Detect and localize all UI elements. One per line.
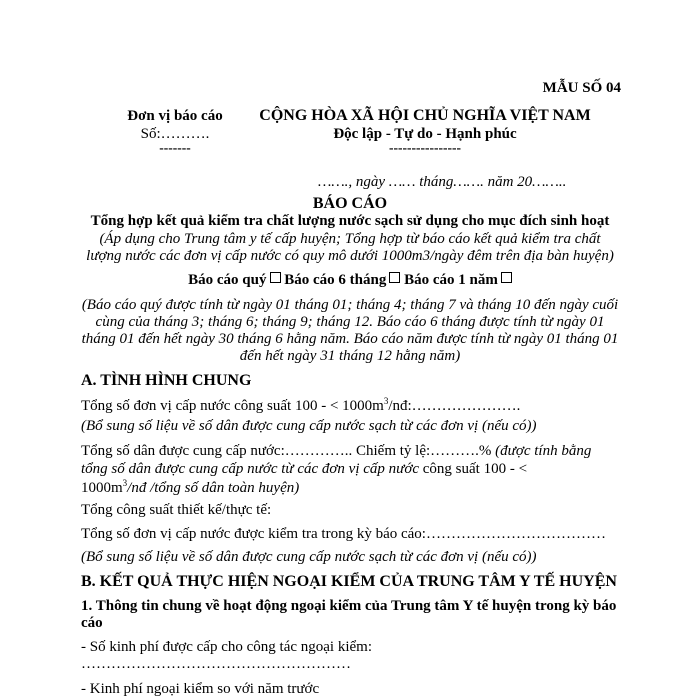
scope-note-line1: (Áp dụng cho Trung tâm y tế cấp huyện; Tổng hợp từ báo cáo kết quả kiểm tra chất <box>99 231 601 247</box>
report-period-options <box>0 272 700 289</box>
period-note-line3: tháng 01 đến hết ngày 30 tháng 6 hằng năm. Báo cáo năm được tính từ ngày 01 tháng 01 <box>81 331 619 347</box>
water-supply-units-count: Tổng số đơn vị cấp nước công suất 100 - < $1000m^3/nđ:\dots\dots\dots\dots\dots\dots\dots$. <box>81 396 521 414</box>
date-line: ……., ngày …… tháng……. năm 20…….. <box>318 174 567 190</box>
funding-allocated: - Số kinh phí được cấp cho công tác ngoại kiểm: <box>81 639 372 655</box>
period-note-line2: cùng của tháng 3; tháng 6; tháng 9; tháng 12. Báo cáo 6 tháng được tính từ ngày 01 <box>95 314 605 330</box>
population-served-line3: $1000m^3/nđ$ /tổng số dân toàn huyện) <box>81 478 300 496</box>
section-b-sub1-line2: cáo <box>81 615 103 631</box>
units-inspected: Tổng số đơn vị cấp nước được kiểm tra trong kỳ báo cáo:……………………………… <box>81 526 606 542</box>
period-year-checkbox[interactable] <box>501 272 512 283</box>
form-code: MẪU SỐ 04 <box>542 80 621 96</box>
period-note-line1: (Báo cáo quý được tính từ ngày 01 tháng 01; tháng 4; tháng 7 và tháng 10 đến ngày cuối <box>81 297 619 313</box>
national-motto: Độc lập - Tự do - Hạnh phúc <box>333 126 517 142</box>
supplement-note-1: (Bổ sung số liệu về số dân được cung cấp nước sạch từ các đơn vị (nếu có)) <box>81 418 537 434</box>
total-capacity: Tổng công suất thiết kế/thực tế: <box>81 502 272 518</box>
section-a-heading: A. TÌNH HÌNH CHUNG <box>81 372 252 389</box>
reporting-unit-block <box>100 108 250 153</box>
section-b-heading: B. KẾT QUẢ THỰC HIỆN NGOẠI KIỂM CỦA TRUNG TÂM Y TẾ HUYỆN <box>81 573 617 590</box>
section-b-sub1-line1: 1. Thông tin chung về hoạt động ngoại kiểm của Trung tâm Y tế huyện trong kỳ báo <box>81 598 617 614</box>
right-header-rule: ---------------- <box>389 140 461 155</box>
national-header-block <box>255 107 595 153</box>
supplement-note-2: (Bổ sung số liệu về số dân được cung cấp nước sạch từ các đơn vị (nếu có)) <box>81 549 537 565</box>
population-served-line1: Tổng số dân được cung cấp nước:………….. Chiếm tỷ lệ:……….% (được tính bằng <box>81 443 592 459</box>
period-six-month-checkbox[interactable] <box>389 272 400 283</box>
period-year-label: Báo cáo 1 năm <box>404 272 498 288</box>
document-number: Số:………. <box>140 126 210 142</box>
nation-name: CỘNG HÒA XÃ HỘI CHỦ NGHĨA VIỆT NAM <box>259 107 591 124</box>
population-served-line2: tổng số dân được cung cấp nước từ các đơn vị cấp nước công suất 100 - < <box>81 461 528 477</box>
scope-note-line2: lượng nước các đơn vị cấp nước có quy mô dưới 1000m3/ngày đêm trên địa bàn huyện) <box>86 248 614 264</box>
report-subtitle: Tổng hợp kết quả kiểm tra chất lượng nước sạch sử dụng cho mục đích sinh hoạt <box>90 213 610 229</box>
reporting-unit-label: Đơn vị báo cáo <box>127 108 223 124</box>
period-quarter-label: Báo cáo quý <box>188 272 267 288</box>
left-header-rule: ------- <box>159 140 191 155</box>
funding-comparison: - Kinh phí ngoại kiểm so với năm trước <box>81 681 320 697</box>
funding-dots: ……………………………………………… <box>81 656 351 672</box>
period-quarter-checkbox[interactable] <box>270 272 281 283</box>
report-title: BÁO CÁO <box>312 195 388 212</box>
period-note-line4: đến hết ngày 31 tháng 12 hằng năm) <box>239 348 461 364</box>
period-six-month-label: Báo cáo 6 tháng <box>284 272 387 288</box>
